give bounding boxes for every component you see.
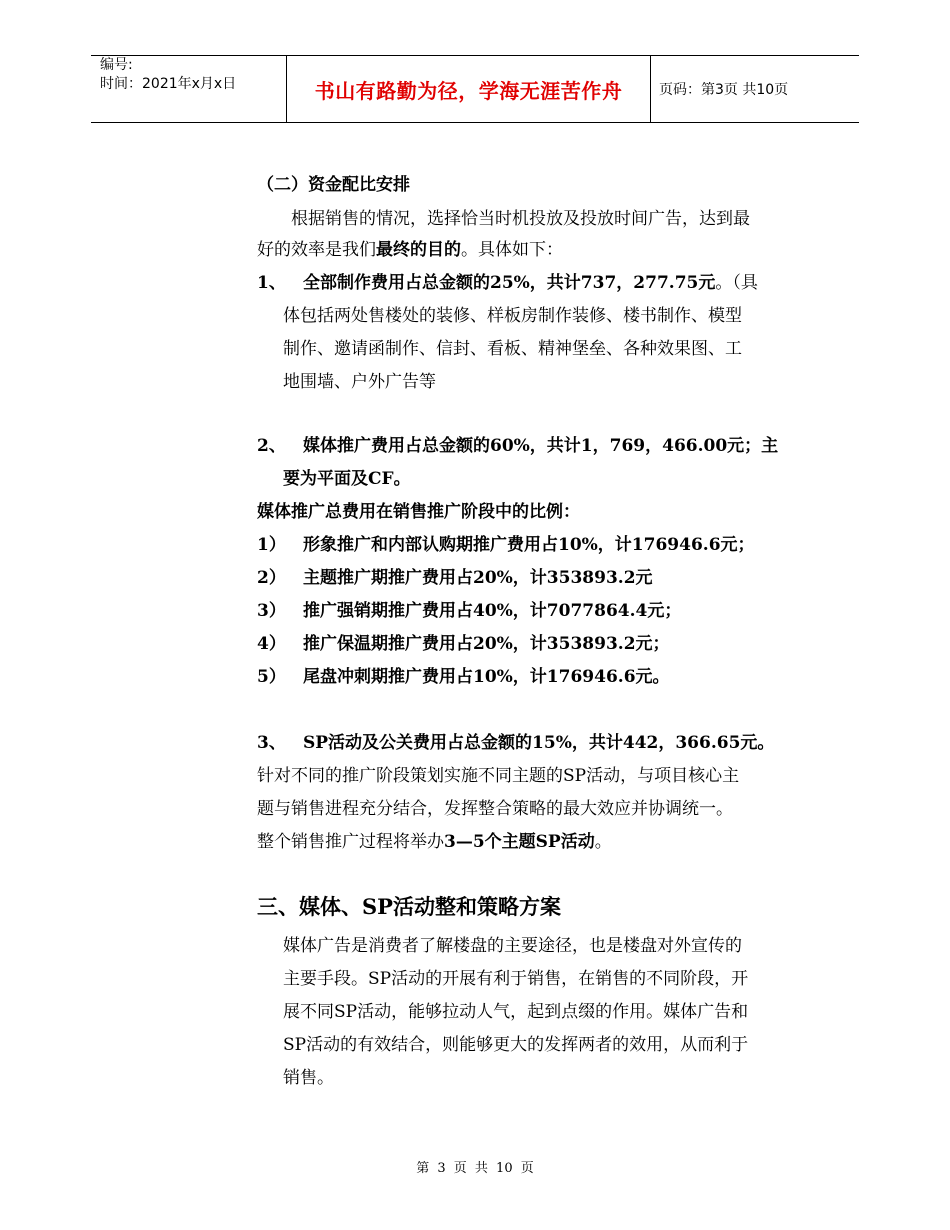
item-1-line-2: 体包括两处售楼处的装修、样板房制作装修、楼书制作、模型 — [283, 306, 742, 326]
item-1-line-3: 制作、邀请函制作、信封、看板、精神堡垒、各种效果图、工 — [283, 339, 742, 359]
media-para-line-5: 销售。 — [283, 1068, 334, 1088]
doc-time-label: 时间：2021年x月x日 — [100, 76, 237, 92]
stage-item: 4） 推广保温期推广费用占20%，计353893.2元； — [257, 634, 670, 654]
item-2-line-2: 要为平面及CF。 — [283, 469, 411, 489]
stage-item: 3） 推广强销期推广费用占40%，计7077864.4元； — [257, 601, 682, 621]
stage-item: 1） 形象推广和内部认购期推广费用占10%，计176946.6元； — [257, 535, 755, 555]
item-1-line-1: 1、 全部制作费用占总金额的25%，共计737，277.75元。（具 — [257, 273, 758, 293]
item-3-para-1: 针对不同的推广阶段策划实施不同主题的SP活动，与项目核心主 — [257, 766, 740, 786]
header-page-info: 页码：第3页 共10页 — [659, 82, 789, 98]
page-header — [91, 55, 859, 123]
media-para-line-2: 主要手段。SP活动的开展有利于销售，在销售的不同阶段，开 — [283, 969, 749, 989]
item-1-line-4: 地围墙、户外广告等 — [283, 372, 436, 392]
section-heading-funding: （二）资金配比安排 — [257, 175, 410, 195]
media-para-line-4: SP活动的有效结合，则能够更大的发挥两者的效用，从而利于 — [283, 1035, 749, 1055]
stage-item: 5） 尾盘冲刺期推广费用占10%，计176946.6元。 — [257, 667, 670, 687]
section-heading-media: 三、媒体、SP活动整和策略方案 — [257, 894, 561, 919]
media-para-line-3: 展不同SP活动，能够拉动人气，起到点缀的作用。媒体广告和 — [283, 1002, 749, 1022]
item-3-para-2: 题与销售进程充分结合，发挥整合策略的最大效应并协调统一。 — [257, 799, 733, 819]
doc-number-label: 编号: — [100, 57, 133, 73]
item-3-line-1: 3、 SP活动及公关费用占总金额的15%，共计442，366.65元。 — [257, 733, 775, 753]
header-meta — [91, 56, 286, 122]
item-2-line-1: 2、 媒体推广费用占总金额的60%，共计1，769，466.00元；主 — [257, 436, 779, 456]
ratio-heading: 媒体推广总费用在销售推广阶段中的比例： — [257, 502, 580, 522]
header-motto: 书山有路勤为径，学海无涯苦作舟 — [314, 78, 623, 103]
intro-line-1: 根据销售的情况，选择恰当时机投放及投放时间广告，达到最 — [291, 209, 750, 229]
media-para-line-1: 媒体广告是消费者了解楼盘的主要途径，也是楼盘对外宣传的 — [283, 936, 742, 956]
intro-line-2: 好的效率是我们最终的目的。具体如下： — [257, 240, 563, 260]
stage-item: 2） 主题推广期推广费用占20%，计353893.2元 — [257, 568, 653, 588]
page-footer: 第 3 页 共 10 页 — [416, 1161, 534, 1176]
item-3-para-3: 整个销售推广过程将举办3—5个主题SP活动。 — [257, 832, 612, 852]
header-motto-cell — [286, 56, 651, 122]
